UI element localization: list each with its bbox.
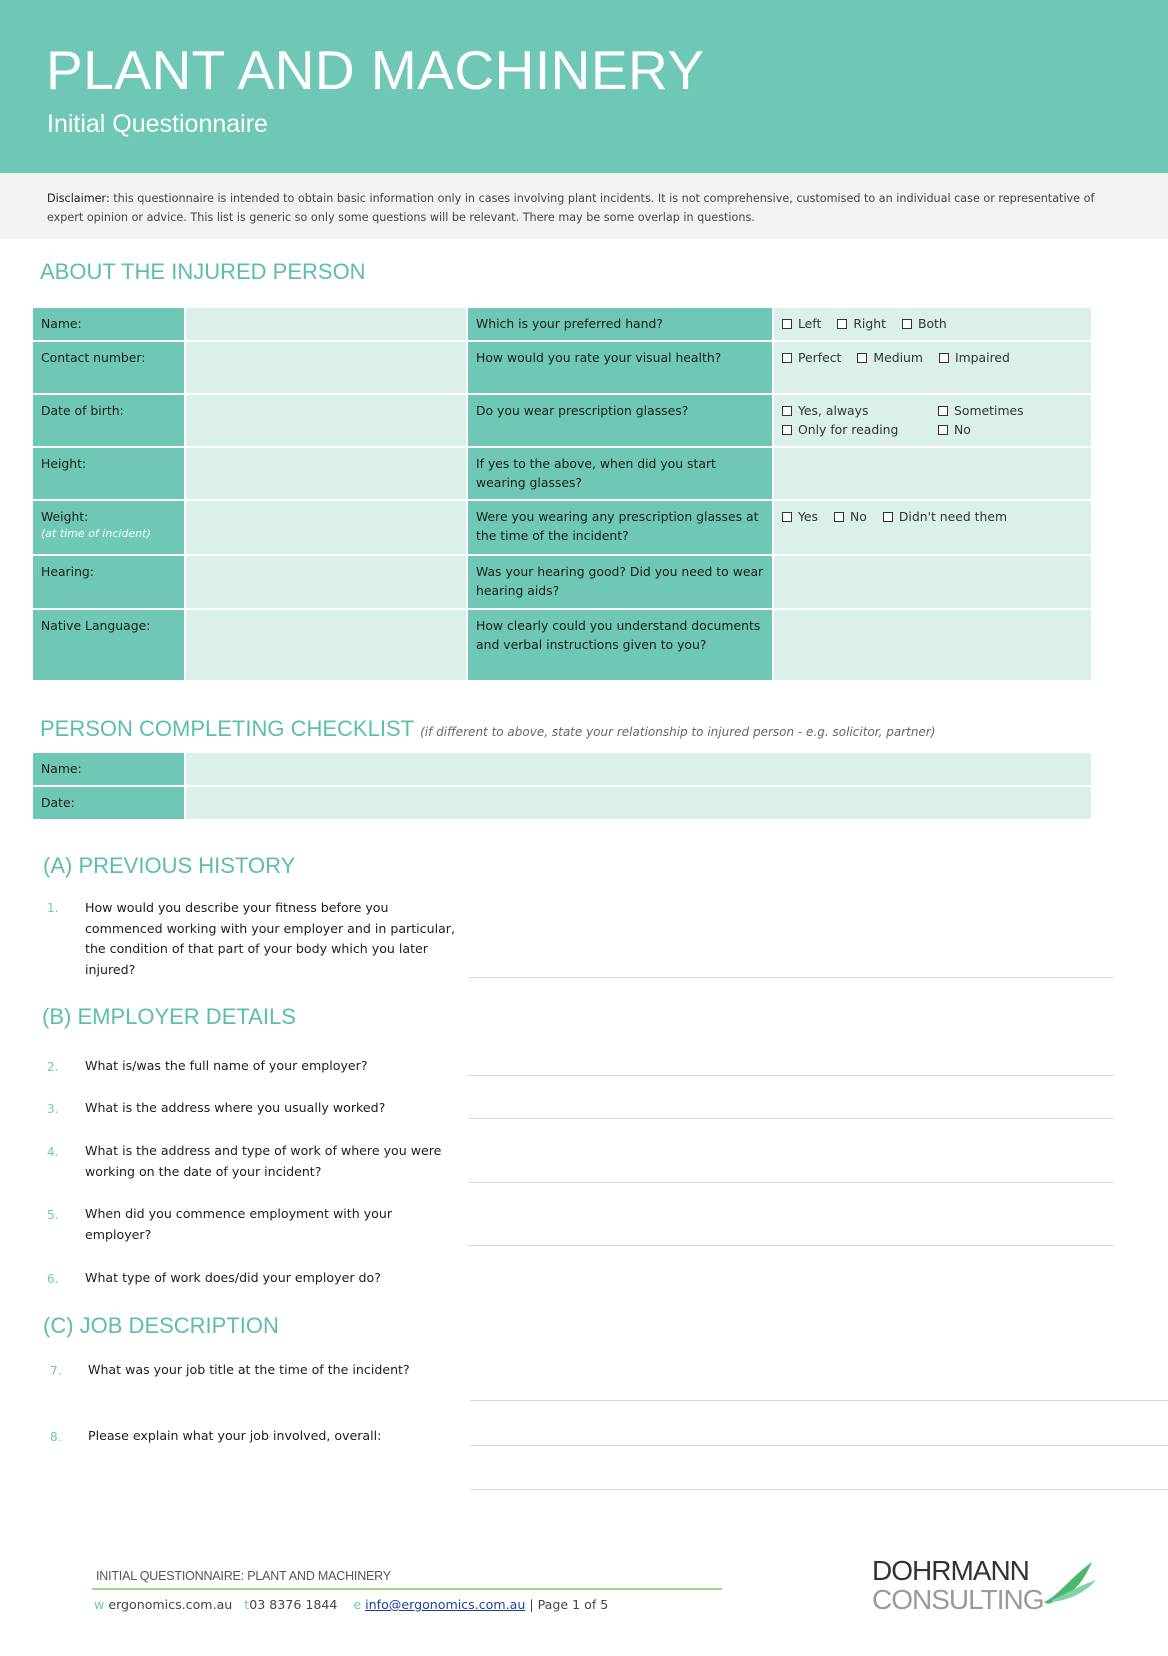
question-number: 8. bbox=[50, 1430, 62, 1444]
checkbox-icon bbox=[939, 353, 949, 363]
question-number: 7. bbox=[50, 1364, 62, 1378]
checkbox-icon bbox=[883, 512, 893, 522]
checkbox-no[interactable]: No bbox=[938, 420, 1083, 439]
page-header bbox=[0, 0, 1168, 173]
question-number: 1. bbox=[47, 901, 59, 915]
question-number: 4. bbox=[47, 1145, 59, 1159]
answer-line[interactable] bbox=[468, 1245, 1114, 1246]
checkbox-icon bbox=[782, 406, 792, 416]
height-label: Height: bbox=[32, 447, 185, 500]
answer-line[interactable] bbox=[470, 1489, 1168, 1490]
website-link[interactable]: ergonomics.com.au bbox=[108, 1597, 233, 1612]
preferred-hand-question: Which is your preferred hand? bbox=[467, 307, 773, 341]
table-row bbox=[32, 341, 1092, 394]
glasses-at-incident-options bbox=[773, 500, 1092, 555]
email-label: e bbox=[353, 1597, 362, 1612]
document-subtitle: Initial Questionnaire bbox=[47, 110, 268, 138]
checkbox-icon bbox=[938, 406, 948, 416]
name-field[interactable] bbox=[185, 307, 467, 341]
question-text: What was your job title at the time of the incident? bbox=[88, 1362, 410, 1377]
question-text: When did you commence employment with your employer? bbox=[85, 1206, 393, 1242]
checkbox-icon bbox=[902, 319, 912, 329]
question-number: 2. bbox=[47, 1060, 59, 1074]
preferred-hand-options bbox=[773, 307, 1092, 341]
checkbox-medium[interactable]: Medium bbox=[857, 348, 923, 367]
completer-name-field[interactable] bbox=[185, 752, 1092, 786]
native-language-label: Native Language: bbox=[32, 609, 185, 681]
checkbox-icon bbox=[938, 425, 948, 435]
checkbox-sometimes[interactable]: Sometimes bbox=[938, 401, 1083, 420]
completer-date-label: Date: bbox=[32, 786, 185, 820]
logo-wordmark-bottom: CONSULTING bbox=[872, 1584, 1044, 1615]
document-title: PLANT AND MACHINERY bbox=[46, 39, 705, 101]
table-row bbox=[32, 500, 1092, 555]
answer-line[interactable] bbox=[470, 1400, 1168, 1401]
table-row bbox=[32, 609, 1092, 681]
checkbox-icon bbox=[834, 512, 844, 522]
person-completing-hint: (if different to above, state your relationship to injured person - e.g. solicitor, partner) bbox=[420, 725, 936, 739]
completer-date-field[interactable] bbox=[185, 786, 1092, 820]
glasses-at-incident-question: Were you wearing any prescription glasses at the time of the incident? bbox=[467, 500, 773, 555]
checkbox-no[interactable]: No bbox=[834, 507, 867, 526]
question-number: 6. bbox=[47, 1272, 59, 1286]
visual-health-question: How would you rate your visual health? bbox=[467, 341, 773, 394]
question-text: What is/was the full name of your employer? bbox=[85, 1058, 368, 1073]
checkbox-icon bbox=[857, 353, 867, 363]
table-row bbox=[32, 447, 1092, 500]
hearing-field[interactable] bbox=[185, 555, 467, 609]
understanding-answer-field[interactable] bbox=[773, 609, 1092, 681]
answer-line[interactable] bbox=[468, 1075, 1114, 1076]
contact-number-label: Contact number: bbox=[32, 341, 185, 394]
question-text: What is the address where you usually worked? bbox=[85, 1100, 386, 1115]
table-row bbox=[32, 555, 1092, 609]
prescription-glasses-options bbox=[773, 394, 1092, 447]
email-link[interactable]: info@ergonomics.com.au bbox=[365, 1597, 526, 1612]
understanding-question: How clearly could you understand documents and verbal instructions given to you? bbox=[467, 609, 773, 681]
previous-history-heading: (A) PREVIOUS HISTORY bbox=[43, 853, 296, 878]
name-label: Name: bbox=[32, 307, 185, 341]
table-row bbox=[32, 752, 1092, 786]
checkbox-icon bbox=[782, 353, 792, 363]
checkbox-only-for-reading[interactable]: Only for reading bbox=[782, 420, 938, 439]
hearing-question: Was your hearing good? Did you need to wear hearing aids? bbox=[467, 555, 773, 609]
answer-line[interactable] bbox=[468, 1118, 1114, 1119]
weight-field[interactable] bbox=[185, 500, 467, 555]
page-indicator: | Page 1 of 5 bbox=[529, 1597, 609, 1612]
question-number: 5. bbox=[47, 1208, 59, 1222]
date-of-birth-field[interactable] bbox=[185, 394, 467, 447]
logo-wordmark-top: DOHRMANN bbox=[872, 1555, 1029, 1586]
injured-person-heading: ABOUT THE INJURED PERSON bbox=[40, 259, 366, 284]
checkbox-impaired[interactable]: Impaired bbox=[939, 348, 1010, 367]
answer-line[interactable] bbox=[470, 1445, 1168, 1446]
employer-details-heading: (B) EMPLOYER DETAILS bbox=[42, 1004, 296, 1029]
hearing-label: Hearing: bbox=[32, 555, 185, 609]
checkbox-yes-always[interactable]: Yes, always bbox=[782, 401, 938, 420]
question-text: How would you describe your fitness before you commenced working with your employer and in particular, the condition of that part of your body which you later injured? bbox=[85, 900, 455, 977]
answer-line[interactable] bbox=[468, 977, 1114, 978]
checkbox-perfect[interactable]: Perfect bbox=[782, 348, 841, 367]
person-completing-heading bbox=[40, 716, 935, 742]
person-completing-table bbox=[31, 751, 1093, 821]
injured-person-table bbox=[31, 306, 1093, 682]
date-of-birth-label: Date of birth: bbox=[32, 394, 185, 447]
glasses-start-question: If yes to the above, when did you start wearing glasses? bbox=[467, 447, 773, 500]
checkbox-yes[interactable]: Yes bbox=[782, 507, 818, 526]
height-field[interactable] bbox=[185, 447, 467, 500]
phone-label: t bbox=[244, 1597, 250, 1612]
prescription-glasses-question: Do you wear prescription glasses? bbox=[467, 394, 773, 447]
question-text: What type of work does/did your employer do? bbox=[85, 1270, 381, 1285]
checkbox-icon bbox=[782, 512, 792, 522]
completer-name-label: Name: bbox=[32, 752, 185, 786]
checkbox-icon bbox=[837, 319, 847, 329]
checkbox-right[interactable]: Right bbox=[837, 314, 886, 333]
table-row bbox=[32, 307, 1092, 341]
hearing-answer-field[interactable] bbox=[773, 555, 1092, 609]
disclaimer-label: Disclaimer: bbox=[47, 192, 110, 205]
phone-number: 03 8376 1844 bbox=[249, 1597, 338, 1612]
footer-contact bbox=[94, 1597, 608, 1612]
question-number: 3. bbox=[47, 1102, 59, 1116]
person-completing-title: PERSON COMPLETING CHECKLIST bbox=[40, 716, 415, 741]
footer-divider bbox=[92, 1588, 722, 1590]
table-row bbox=[32, 786, 1092, 820]
checkbox-both[interactable]: Both bbox=[902, 314, 947, 333]
disclaimer bbox=[0, 173, 1168, 239]
weight-label: Weight: bbox=[41, 509, 89, 524]
glasses-start-field[interactable] bbox=[773, 447, 1092, 500]
question-text: Please explain what your job involved, overall: bbox=[88, 1428, 382, 1443]
table-row bbox=[32, 394, 1092, 447]
disclaimer-text: this questionnaire is intended to obtain basic information only in cases involving plant incidents. It is not comprehensive, customised to an individual case or representative of expert opinion or advice. This list is generic so only some questions will be relevant. There may be some overlap in questions. bbox=[47, 192, 1095, 224]
answer-line[interactable] bbox=[468, 1182, 1114, 1183]
job-description-heading: (C) JOB DESCRIPTION bbox=[43, 1313, 279, 1338]
visual-health-options bbox=[773, 341, 1092, 394]
checkbox-left[interactable]: Left bbox=[782, 314, 821, 333]
checkbox-icon bbox=[782, 319, 792, 329]
question-text: What is the address and type of work of where you were working on the date of your incident? bbox=[85, 1143, 442, 1179]
footer-title: INITIAL QUESTIONNAIRE: PLANT AND MACHINERY bbox=[96, 1569, 391, 1583]
checkbox-didnt-need-them[interactable]: Didn't need them bbox=[883, 507, 1007, 526]
contact-number-field[interactable] bbox=[185, 341, 467, 394]
weight-note: (at time of incident) bbox=[41, 527, 151, 540]
leaf-logo-icon bbox=[1040, 1556, 1100, 1606]
website-label: w bbox=[94, 1597, 105, 1612]
checkbox-icon bbox=[782, 425, 792, 435]
native-language-field[interactable] bbox=[185, 609, 467, 681]
weight-label-cell bbox=[32, 500, 185, 555]
